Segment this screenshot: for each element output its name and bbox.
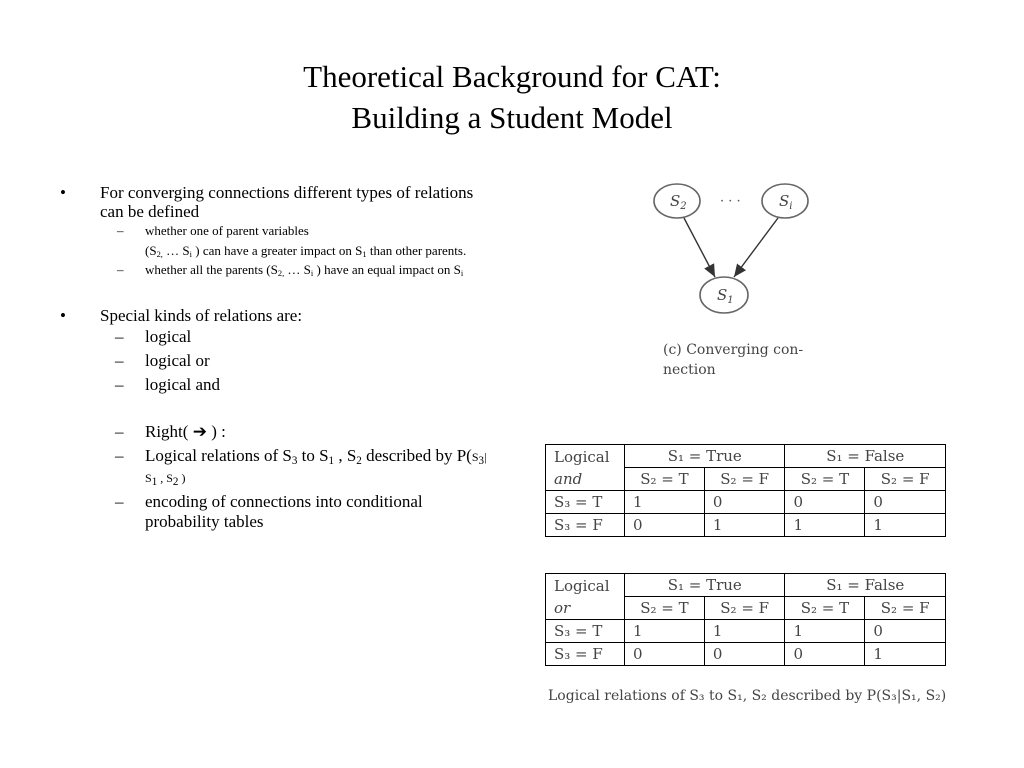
text-frag: … S xyxy=(284,262,311,277)
corner-line-1: Logical xyxy=(554,576,610,595)
subbullet-greater-impact xyxy=(60,223,500,239)
cell: 0 xyxy=(785,643,865,666)
subheader: S₂ = T xyxy=(625,468,705,491)
subheader: S₂ = F xyxy=(865,468,946,491)
text-frag: than other parents. xyxy=(366,243,467,258)
title-line-2: Building a Student Model xyxy=(351,100,673,135)
table-corner xyxy=(546,445,625,491)
cell: 1 xyxy=(625,491,705,514)
cell: 0 xyxy=(625,643,705,666)
subbullet-encoding xyxy=(60,492,500,532)
text-frag-sub: 1 xyxy=(328,454,335,467)
table-row xyxy=(546,643,946,666)
title-line-1: Theoretical Background for CAT: xyxy=(303,59,721,94)
text-frag: … S xyxy=(162,243,190,258)
edge-s2-s1 xyxy=(684,218,715,277)
subheader: S₂ = T xyxy=(785,468,865,491)
cell: 1 xyxy=(865,514,946,537)
cell: 0 xyxy=(704,491,785,514)
cell: 1 xyxy=(865,643,946,666)
text-frag: ) xyxy=(178,471,186,485)
slide-title xyxy=(0,56,1024,138)
row-label: S₃ = F xyxy=(546,643,625,666)
cell: 1 xyxy=(785,514,865,537)
text-frag: S xyxy=(471,450,479,464)
ellipsis: · · · xyxy=(720,194,741,209)
text-frag-sub: i xyxy=(460,268,464,279)
text-frag-sub: i xyxy=(189,249,192,260)
table-row xyxy=(546,491,946,514)
subheader: S₂ = F xyxy=(704,468,785,491)
text-frag: (S xyxy=(145,243,157,258)
cell: 0 xyxy=(704,643,785,666)
cell: 1 xyxy=(625,620,705,643)
text-frag: described by P( xyxy=(361,446,472,465)
subbullet-equal-impact xyxy=(60,262,500,278)
text-frag: Right( xyxy=(145,422,193,441)
cell: 0 xyxy=(865,620,946,643)
text-frag-sub: 2 xyxy=(172,475,179,488)
corner-line-2: or xyxy=(554,598,571,617)
text-frag: ) can have a greater impact on S xyxy=(191,243,363,258)
node-si-label: $S_i$ xyxy=(779,192,793,212)
text-frag: , S xyxy=(334,446,357,465)
cell: 1 xyxy=(785,620,865,643)
edge-si-s1 xyxy=(734,218,778,277)
dash-marker: – xyxy=(117,262,124,277)
diagram-caption: (c) Converging con- nection xyxy=(663,342,804,378)
text-frag-sub: 1 xyxy=(151,475,158,488)
cell: 1 xyxy=(704,620,785,643)
text-frag: | S xyxy=(145,450,487,485)
header-s1-false: S₁ = False xyxy=(785,445,946,468)
bullet-marker: • xyxy=(60,183,66,202)
text-frag-sub: 2 xyxy=(356,454,362,467)
text-frag-sub: i xyxy=(310,268,314,279)
dash-marker: – xyxy=(115,492,124,511)
text-frag-sub: 2, xyxy=(156,249,163,260)
cell: 0 xyxy=(625,514,705,537)
header-s1-false: S₁ = False xyxy=(785,574,946,597)
row-label: S₃ = F xyxy=(546,514,625,537)
subbullet-logical-relations xyxy=(60,446,500,488)
cell: 0 xyxy=(865,491,946,514)
subheader: S₂ = T xyxy=(785,597,865,620)
cell: 1 xyxy=(704,514,785,537)
subbullet-logical-or xyxy=(60,349,500,373)
dash-marker: – xyxy=(117,223,124,238)
converging-connection-diagram xyxy=(640,172,840,322)
bullet-special-kinds-text: Special kinds of relations are: xyxy=(100,306,303,325)
subbullet-greater-impact-cont xyxy=(60,243,500,259)
subbullet-encoding-text: encoding of connections into conditional probability tables xyxy=(145,492,423,531)
dash-marker: – xyxy=(115,375,124,394)
subbullet-logical-text: logical xyxy=(145,327,192,346)
table-row xyxy=(546,620,946,643)
dash-marker: – xyxy=(115,351,124,370)
subbullet-logical xyxy=(60,325,500,349)
text-frag: to S xyxy=(297,446,329,465)
table-row xyxy=(546,514,946,537)
row-label: S₃ = T xyxy=(546,620,625,643)
subbullet-right xyxy=(60,420,500,444)
header-s1-true: S₁ = True xyxy=(625,445,785,468)
corner-line-1: Logical xyxy=(554,447,610,466)
text-frag: ) have an equal impact on S xyxy=(313,262,461,277)
corner-line-2: and xyxy=(554,469,583,488)
node-s1-label: $S_1$ xyxy=(717,286,734,306)
bullet-special-kinds xyxy=(60,306,500,325)
subheader: S₂ = F xyxy=(865,597,946,620)
text-frag-sub: 3 xyxy=(478,454,485,467)
table-corner xyxy=(546,574,625,620)
row-label: S₃ = T xyxy=(546,491,625,514)
bullet-converging xyxy=(60,183,500,221)
dash-marker: – xyxy=(115,446,124,465)
cell: 0 xyxy=(785,491,865,514)
subbullet-greater-impact-line1: whether one of parent variables xyxy=(145,223,309,238)
subheader: S₂ = F xyxy=(704,597,785,620)
dash-marker: – xyxy=(115,422,124,441)
text-frag: ) : xyxy=(206,422,226,441)
bullet-marker: • xyxy=(60,306,66,325)
text-frag: Logical relations of S xyxy=(145,446,292,465)
node-s2-label: $S_2$ xyxy=(670,192,687,212)
header-s1-true: S₁ = True xyxy=(625,574,785,597)
text-frag-sub: 2, xyxy=(277,268,285,279)
tables-caption: Logical relations of S₃ to S₁, S₂ described by P(S₃|S₁, S₂) xyxy=(548,688,947,704)
logical-or-table xyxy=(545,573,946,666)
subbullet-logical-and xyxy=(60,373,500,397)
logical-and-table xyxy=(545,444,946,537)
bullet-converging-text: For converging connections different types of relations can be defined xyxy=(100,183,474,221)
bullet-list xyxy=(60,183,500,532)
subbullet-logical-and-text: logical and xyxy=(145,375,221,394)
subheader: S₂ = T xyxy=(625,597,705,620)
subbullet-logical-or-text: logical or xyxy=(145,351,210,370)
text-frag-sub: 1 xyxy=(362,249,367,260)
text-frag-sub: 3 xyxy=(291,454,298,467)
text-frag: , S xyxy=(157,471,173,485)
text-frag: whether all the parents (S xyxy=(145,262,278,277)
dash-marker: – xyxy=(115,327,124,346)
right-arrow-icon: ➔ xyxy=(192,422,207,441)
